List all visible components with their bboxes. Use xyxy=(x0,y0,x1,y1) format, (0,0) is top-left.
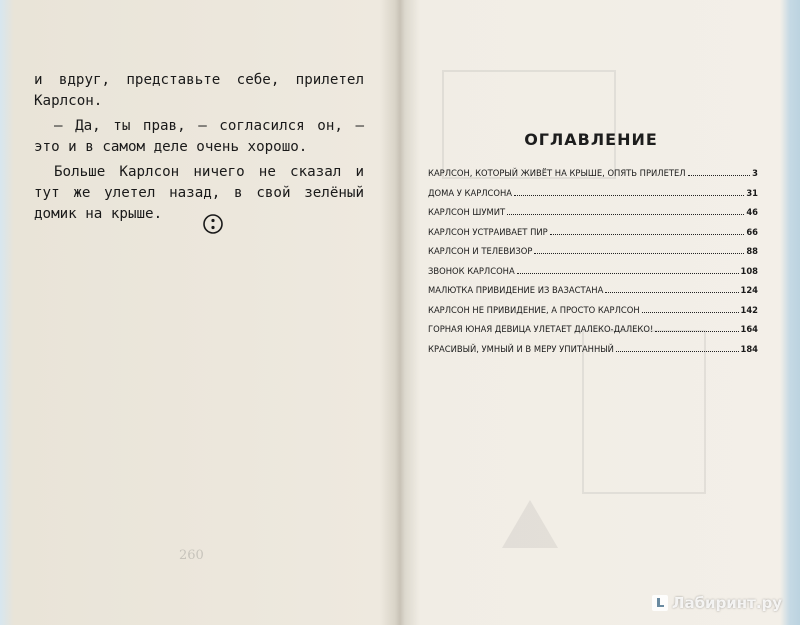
toc-entry-title: КРАСИВЫЙ, УМНЫЙ И В МЕРУ УПИТАННЫЙ xyxy=(428,343,614,354)
paragraph: и вдруг, представьте себе, прилетел Карлсон. xyxy=(34,72,364,109)
toc-entry xyxy=(428,207,758,227)
toc-entry-title: ДОМА У КАРЛСОНА xyxy=(428,187,513,198)
toc-entry-title: КАРЛСОН, КОТОРЫЙ ЖИВЁТ НА КРЫШЕ, ОПЯТЬ ПРИЛЕТЕЛ xyxy=(428,168,686,178)
toc-leader-dots xyxy=(514,188,744,196)
toc-leader-dots xyxy=(655,324,738,332)
toc-entry-title: ЗВОНОК КАРЛСОНА xyxy=(428,265,515,276)
paragraph: Больше Карлсон ничего не сказал и тут же улетел назад, в свой зелёный домик на крыше. xyxy=(34,164,364,222)
toc-entry xyxy=(428,285,758,305)
toc-entry xyxy=(428,227,758,247)
toc-entry-title: КАРЛСОН ШУМИТ xyxy=(428,207,506,217)
toc-entry-page: 66 xyxy=(746,226,758,237)
toc-heading: ОГЛАВЛЕНИЕ xyxy=(524,130,658,149)
toc-entry xyxy=(428,246,758,266)
toc-entry-title: МАЛЮТКА ПРИВИДЕНИЕ ИЗ ВАЗАСТАНА xyxy=(428,285,604,295)
toc-entry-title: КАРЛСОН УСТРАИВАЕТ ПИР xyxy=(428,226,548,237)
watermark-text: Лабиринт.ру xyxy=(672,594,783,612)
bleed-through-cover-image xyxy=(442,70,616,179)
toc-leader-dots xyxy=(507,207,744,215)
toc-entry-title: КАРЛСОН НЕ ПРИВИДЕНИЕ, А ПРОСТО КАРЛСОН xyxy=(428,304,640,315)
toc-leader-dots xyxy=(605,285,738,293)
paragraph: — Да, ты прав, — согласился он, — это и в самом деле очень хорошо. xyxy=(34,118,364,155)
toc-entry xyxy=(428,188,758,208)
toc-entry xyxy=(428,266,758,286)
page-number: 260 xyxy=(179,548,204,563)
bleed-through-triangle xyxy=(502,500,558,548)
toc-entry-page: 31 xyxy=(746,187,758,198)
toc-entry xyxy=(428,324,758,344)
toc-entry-page: 3 xyxy=(752,168,758,178)
right-page xyxy=(402,0,783,625)
toc-entry-page: 184 xyxy=(740,343,758,354)
toc-entry-page: 164 xyxy=(740,324,758,334)
left-page xyxy=(16,0,396,625)
toc-entry xyxy=(428,344,758,364)
toc-entry-page: 142 xyxy=(740,304,758,315)
toc-entry-page: 108 xyxy=(740,265,758,276)
toc-entry-title: КАРЛСОН И ТЕЛЕВИЗОР xyxy=(428,246,533,256)
toc-leader-dots xyxy=(534,246,744,254)
toc-entry xyxy=(428,168,758,188)
watermark xyxy=(652,594,782,612)
toc-leader-dots xyxy=(616,344,739,352)
toc-entry-page: 88 xyxy=(746,246,758,256)
toc-entry-page: 124 xyxy=(740,285,758,295)
story-text xyxy=(34,70,364,229)
toc-leader-dots xyxy=(550,227,745,235)
table-of-contents xyxy=(428,168,758,363)
toc-leader-dots xyxy=(642,305,739,313)
toc-leader-dots xyxy=(688,168,751,176)
section-ornament-icon xyxy=(202,213,224,235)
toc-entry xyxy=(428,305,758,325)
toc-entry-page: 46 xyxy=(746,207,758,217)
labirint-logo-icon xyxy=(652,595,668,611)
toc-leader-dots xyxy=(517,266,739,274)
toc-entry-title: ГОРНАЯ ЮНАЯ ДЕВИЦА УЛЕТАЕТ ДАЛЕКО-ДАЛЕКО! xyxy=(428,324,654,334)
